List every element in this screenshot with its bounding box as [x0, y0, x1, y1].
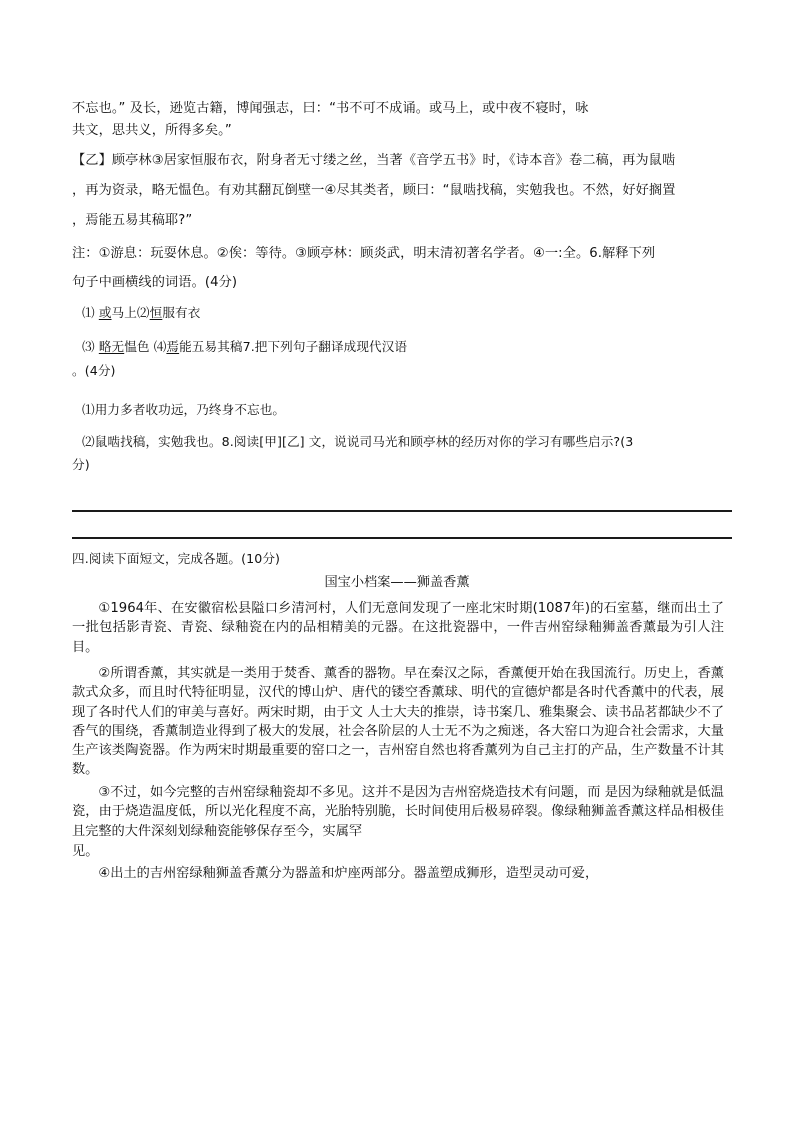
article-paragraph-4: ④出土的吉州窑绿釉狮盖香薰分为器盖和炉座两部分。器盖塑成狮形，造型灵动可爱， [98, 866, 599, 881]
notes-line-1: 注：①游息：玩耍休息。②俟：等待。③顾亭林：顾炎武，明末清初著名学者。④一:全。6.解释下列 [72, 246, 656, 261]
article-paragraph-3-end: 见。 [72, 844, 99, 859]
q6-item-3-underlined-word: 略无 [98, 339, 125, 354]
q8-score-tail: 分) [72, 457, 90, 472]
q6-item-4-rest: 能五易其稿 [179, 339, 243, 354]
q6-item-3-rest: 愠色 [124, 339, 150, 354]
article-paragraph-2: ②所谓香薰，其实就是一类用于焚香、薰香的器物。早在秦汉之际，香薰便开始在我国流行。历史上，香薰款式众多，而且时代特征明显，汉代的博山炉、唐代的镂空香薰球、明代的宣德炉都是各时代香薰中的代表，展现了各时代人们的审美与喜好。两宋时期，由于文 人士大夫的推崇，诗书案几、雅集聚会、读书品茗都缺少不了香气的围绕，香薰制造业得到了极大的发展，社会各阶层的人士无不为之痴迷，各大窑口为迎合社会需求，大量生产该类陶瓷器。作为两宋时期最重要的窑口之一，吉州窑自然也将香薰列为自己主打的产品，生产数量不计其数。 [72, 666, 724, 778]
yi-text-line-3: ，焉能五易其稿耶?” [72, 213, 193, 228]
q6-item-2-rest: 服有衣 [162, 305, 201, 320]
answer-line-1 [72, 510, 732, 512]
q6-item-1-number: ⑴ [82, 305, 99, 320]
jia-text-line-2: 共文，思共义，所得多矣。” [72, 123, 232, 138]
notes-line-2: 句子中画横线的词语。(4分) [72, 275, 238, 290]
q6-item-1-rest: 马上 [111, 305, 137, 320]
q6-row-1 [82, 304, 200, 322]
jia-text-line-1: 不忘也。” 及长，逊览古籍，博闻强志，曰：“书不可不成诵。或马上，或中夜不寝时，咏 [72, 101, 589, 116]
yi-text-line-2: ，再为资录，略无愠色。有劝其翻瓦倒壁一④尽其类者，顾曰：“鼠啮找稿，实勉我也。不然，好好搁置 [72, 183, 676, 198]
q6-item-2-number: ⑵ [136, 305, 150, 320]
q6-row-2 [82, 338, 407, 356]
yi-text-line-1: 【乙】顾亭林③居家恒服布衣，附身者无寸缕之丝，当著《音学五书》时，《诗本音》卷二稿，再为鼠啮 [72, 153, 676, 168]
q7-sentence-2: ⑵鼠啮找稿，实勉我也。8.阅读[甲][乙] 文，说说司马光和顾亭林的经历对你的学习有哪些启示?(3 [82, 434, 634, 449]
q6-item-4-number: ⑷ [153, 339, 167, 354]
q6-item-1-underlined-word: 或 [98, 305, 112, 320]
q6-item-4-underlined-word: 焉 [166, 339, 180, 354]
q6-item-2-underlined-word: 恒 [149, 305, 163, 320]
q6-item-3-number: ⑶ [82, 339, 99, 354]
q7-score: 。(4分) [72, 363, 116, 378]
q7-heading: 7.把下列句子翻译成现代汉语 [242, 339, 408, 354]
section-4-heading: 四.阅读下面短文，完成各题。(10分) [72, 551, 281, 566]
article-paragraph-3: ③不过，如今完整的吉州窑绿釉瓷却不多见。这并不是因为吉州窑烧造技术有问题，而 是因为绿釉就是低温瓷，由于烧造温度低，所以光化程度不高，光胎特别脆，长时间使用后极易碎裂。像绿釉狮盖香薰这样品相极佳且完整的大件深刻划绿釉瓷能够保存至今，实属罕 [72, 785, 724, 839]
article-paragraph-1: ①1964年、在安徽宿松县隘口乡清河村，人们无意间发现了一座北宋时期(1087年)的石室墓，继而出土了一批包括影青瓷、青瓷、绿釉瓷在内的品相精美的元器。在这批瓷器中，一件吉州窑绿釉狮盖香薰最为引人注目。 [72, 601, 724, 655]
answer-line-2 [72, 537, 732, 539]
article-title: 国宝小档案——狮盖香薰 [324, 575, 470, 590]
q7-sentence-1: ⑴用力多者收功远，乃终身不忘也。 [82, 402, 286, 417]
